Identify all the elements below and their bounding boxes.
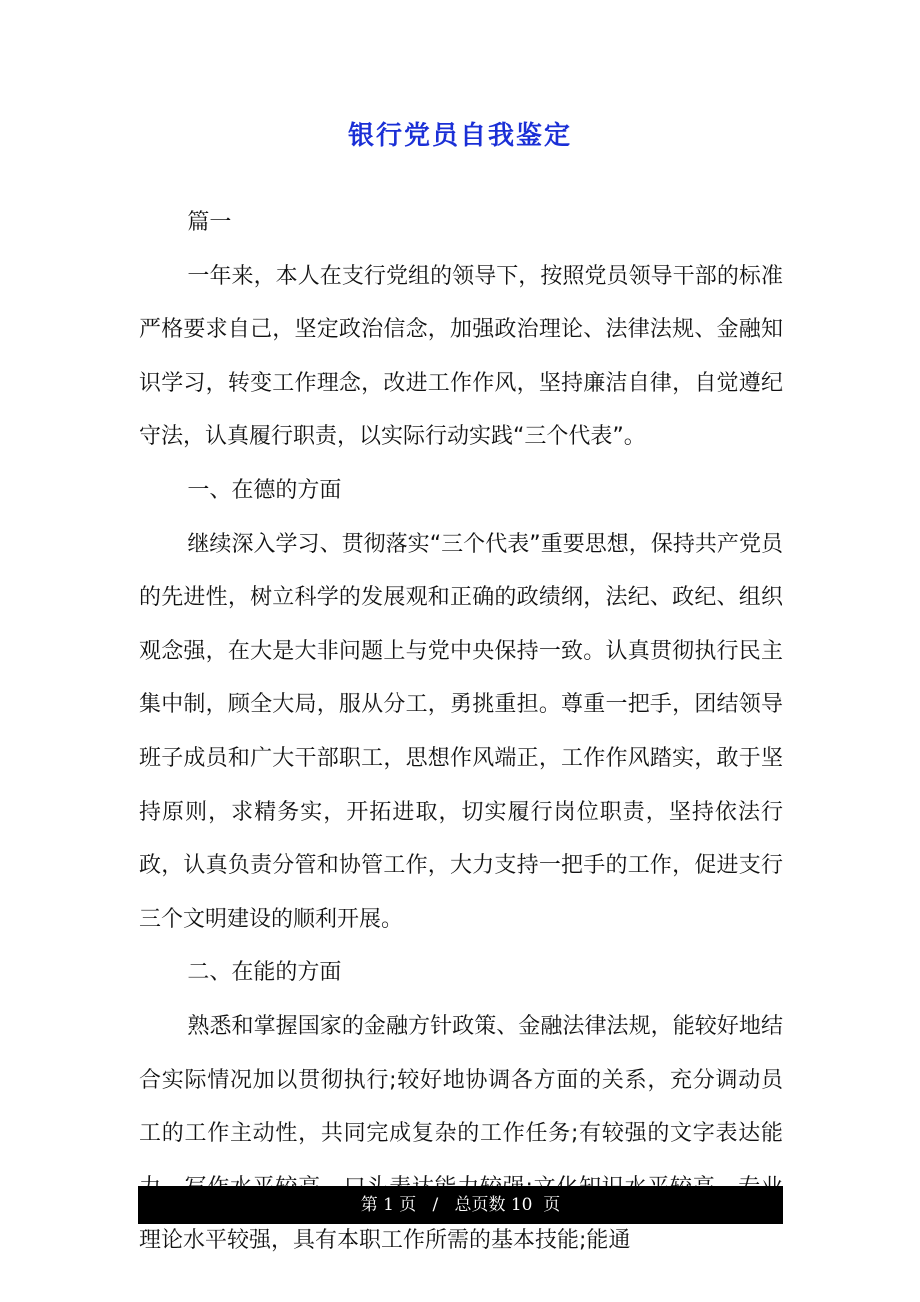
document-title: 银行党员自我鉴定 (347, 121, 572, 151)
body-paragraph-3: 熟悉和掌握国家的金融方针政策、金融法律法规，能较好地结合实际情况加以贯彻执行;较好地协调各方面的关系，充分调动员工的工作主动性，共同完成复杂的工作任务;有较强的文字表达能 理论水平较强，具有本职工作所需的基本技能;能通 (139, 1013, 783, 1254)
body-paragraph-1: 一年来，本人在支行党组的领导下，按照党员领导干部的标准严格要求自己，坚定政治信念，加强政治理论、法律法规、金融知识学习，转变工作理念，改进工作作风，坚持廉洁自律，自觉遵纪守法，认真履行职责，以实际行动实践“三个代表”。 (139, 263, 783, 450)
section-label-1: 篇一 (187, 210, 232, 235)
section-heading-2: 二、在能的方面 (187, 960, 342, 986)
body-paragraph-2: 继续深入学习、贯彻落实“三个代表”重要思想，保持共产党员的先进性，树立科学的发展观和正确的政绩纲，法纪、政纪、组织观念强，在大是大非问题上与党中央保持一致。认真贯彻执行民主集中制，顾全大局，服从分工，勇挑重担。尊重一把手，团结领导班子成员和广大干部职工，思想作风端正，工作作风踏实，敢于坚持原则，求精务实，开拓进取，切实履行岗位职责，坚持依法行政，认真负责分管和协管工作，大力支持一把手的工作，促进支行三个文明建设的顺利开展。 (139, 531, 783, 932)
page-footer: 第 1 页 / 总页数 10 页 (138, 1186, 783, 1224)
section-heading-1: 一、在德的方面 (187, 477, 342, 503)
document-body (139, 196, 783, 1268)
